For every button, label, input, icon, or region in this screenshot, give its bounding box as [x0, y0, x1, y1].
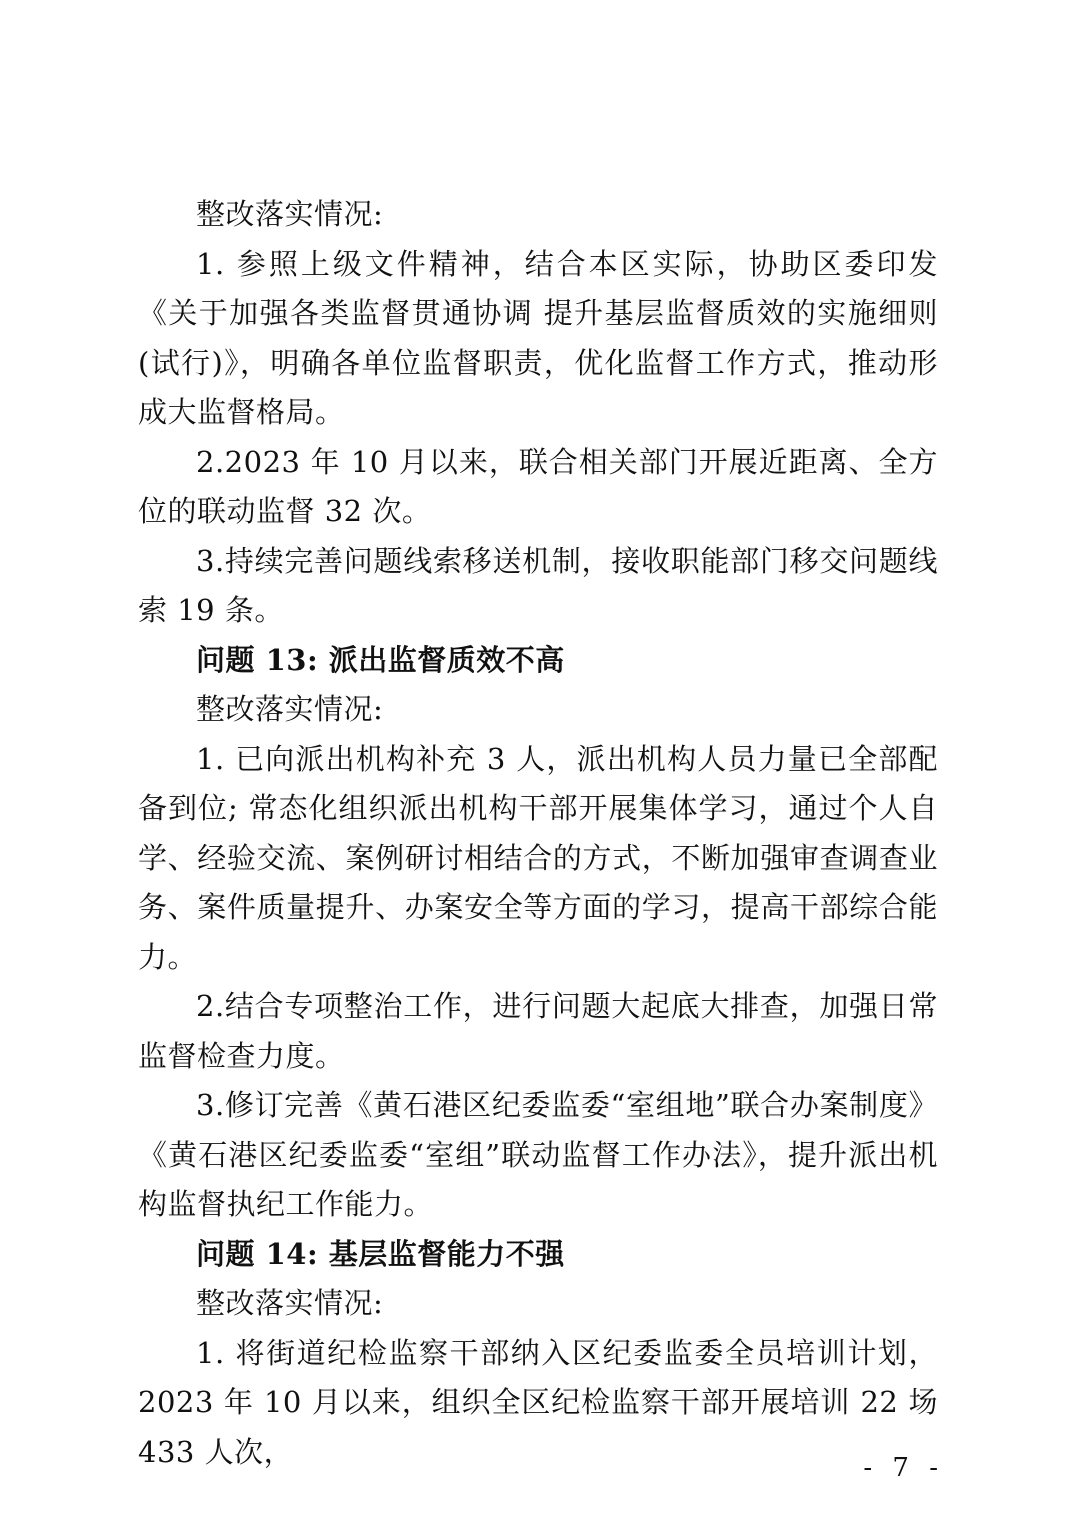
paragraph-item-1-training: 1. 将街道纪检监察干部纳入区纪委监委全员培训计划，2023 年 10 月以来，组织全区纪检监察干部开展培训 22 场 433 人次，	[138, 1335, 938, 1469]
paragraph-item-1-implementation-rules: 1. 参照上级文件精神，结合本区实际，协助区委印发《关于加强各类监督贯通协调 提升基层监督质效的实施细则(试行)》，明确各单位监督职责，优化监督工作方式，推动形成大监督格局。	[138, 246, 938, 429]
paragraph-item-1-staffing: 1. 已向派出机构补充 3 人，派出机构人员力量已全部配备到位; 常态化组织派出机构干部开展集体学习，通过个人自学、经验交流、案例研讨相结合的方式，不断加强审查调查业务、案件质量提升、办案安全等方面的学习，提高干部综合能力。	[138, 741, 938, 974]
paragraph-item-2-special-rectification: 2.结合专项整治工作，进行问题大起底大排查，加强日常监督检查力度。	[138, 989, 938, 1073]
paragraph-item-2-joint-supervision: 2.2023 年 10 月以来，联合相关部门开展近距离、全方位的联动监督 32 次。	[138, 444, 938, 528]
paragraph-rectification-status-3: 整改落实情况:	[196, 1286, 384, 1320]
paragraph-rectification-status-2: 整改落实情况:	[196, 692, 384, 726]
paragraph-item-3-revised-systems: 3.修订完善《黄石港区纪委监委“室组地”联合办案制度》《黄石港区纪委监委“室组”联动监督工作办法》，提升派出机构监督执纪工作能力。	[138, 1088, 938, 1221]
paragraph-item-3-clue-transfer: 3.持续完善问题线索移送机制，接收职能部门移交问题线索 19 条。	[138, 543, 938, 627]
document-body	[138, 190, 938, 1477]
heading-problem-13: 问题 13: 派出监督质效不高	[196, 642, 565, 677]
page-number: - 7 -	[863, 1453, 944, 1483]
heading-problem-14: 问题 14: 基层监督能力不强	[196, 1236, 565, 1271]
paragraph-rectification-status-1: 整改落实情况:	[196, 197, 384, 231]
